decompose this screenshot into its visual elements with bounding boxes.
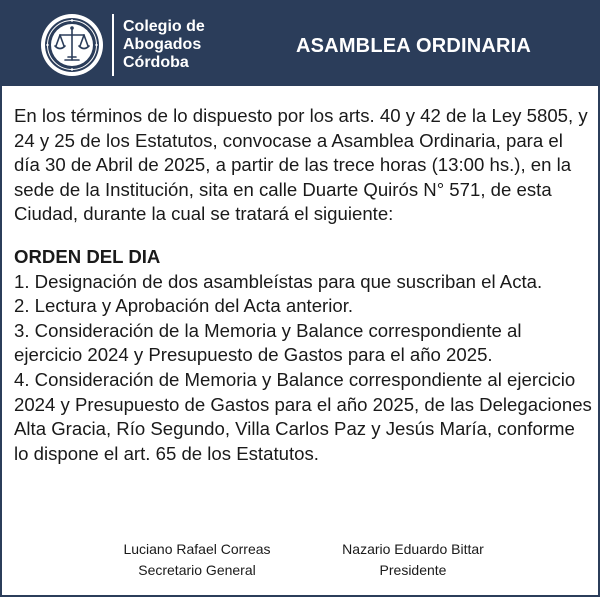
header-divider — [112, 14, 114, 76]
signature-role: Secretario General — [138, 562, 256, 578]
signature-role: Presidente — [379, 562, 447, 578]
org-name-line-1: Colegio de — [123, 18, 205, 35]
agenda-item-4: 4. Consideración de Memoria y Balance correspondiente al ejercicio 2024 y Presupuesto de Gastos para el año 2025, de las Delegaciones Alta Gracia, Río Segundo, Villa Carlos Paz y Jesús María, conforme lo dispone el art. 65 de los Estatutos. — [14, 368, 592, 464]
notice-title: ASAMBLEA ORDINARIA — [296, 35, 532, 57]
org-name-line-2: Abogados — [123, 36, 202, 53]
agenda-item-3: 3. Consideración de la Memoria y Balance correspondiente al ejercicio 2024 y Presupuesto de Gastos para el año 2025. — [14, 319, 522, 366]
signature-secretary — [108, 539, 286, 581]
signature-name: Nazario Eduardo Bittar — [342, 541, 484, 557]
organization-name — [123, 18, 205, 72]
notice-header — [2, 2, 598, 86]
agenda-item-2: 2. Lectura y Aprobación del Acta anterior. — [14, 295, 354, 317]
agenda-item-1: 1. Designación de dos asambleístas para que suscriban el Acta. — [14, 270, 543, 292]
agenda-title: ORDEN DEL DIA — [14, 245, 161, 267]
signature-name: Luciano Rafael Correas — [123, 541, 271, 557]
org-name-line-3: Córdoba — [123, 54, 189, 71]
scales-of-justice-icon — [40, 13, 104, 77]
notice-body — [14, 104, 592, 466]
intro-paragraph: En los términos de lo dispuesto por los arts. 40 y 42 de la Ley 5805, y 24 y 25 de los Estatutos, convocase a Asamblea Ordinaria, para el día 30 de Abril de 2025, a partir de las trece horas (13:00 hs.), en la sede de la Institución, sita en calle Duarte Quirós N° 571, de esta Ciudad, durante la cual se tratará el siguiente: — [14, 105, 588, 225]
signature-president — [324, 539, 502, 581]
